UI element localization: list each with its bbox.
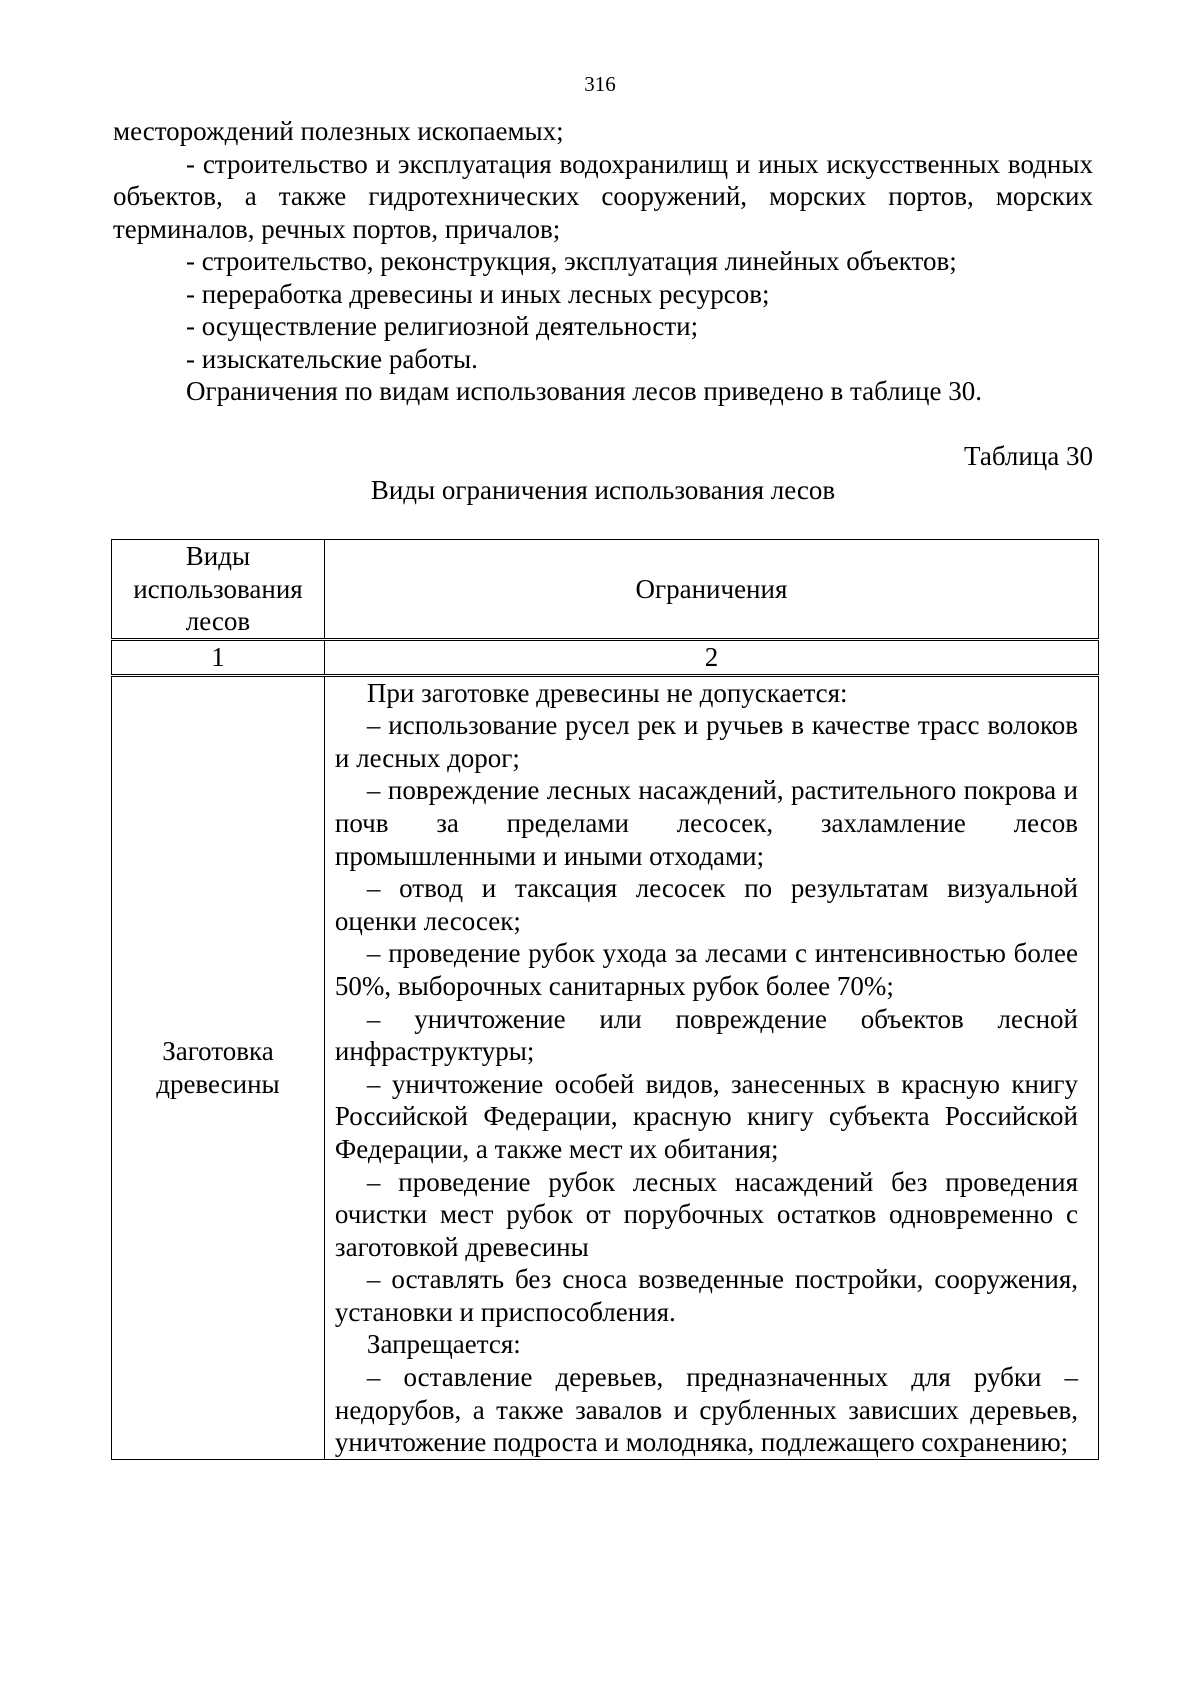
table-row [112,675,1099,1459]
table-title: Виды ограничения использования лесов [370,475,836,505]
restriction-item: – проведение рубок ухода за лесами с интенсивностью более 50%, выборочных санитарных рубок более 70%; [334,938,1078,1001]
table-header-row [112,540,1099,640]
restrictions-table [111,539,1099,1460]
restriction-item: – оставлять без сноса возведенные постройки, сооружения, установки и приспособления. [334,1264,1078,1327]
body-text [113,115,1093,408]
paragraph: - строительство, реконструкция, эксплуатация линейных объектов; [186,246,957,276]
forest-use-type-cell: Заготовка древесины [112,675,325,1459]
paragraph: - переработка древесины и иных лесных ресурсов; [186,278,770,309]
header-forest-use-types: Виды использования лесов [112,540,325,640]
column-number: 2 [324,640,1098,676]
table-number-row [112,640,1099,676]
restriction-item: – уничтожение особей видов, занесенных в красную книгу Российской Федерации, красную книгу субъекта Российской Федерации, а также мест их обитания; [334,1068,1078,1164]
paragraph: месторождений полезных ископаемых; [113,116,564,146]
restriction-item: Запрещается: [366,1329,521,1360]
restriction-item: – уничтожение или повреждение объектов лесной инфраструктуры; [334,1003,1078,1067]
header-restrictions: Ограничения [324,540,1098,640]
restriction-item: – отвод и таксация лесосек по результатам визуальной оценки лесосек; [334,873,1078,936]
paragraph: Ограничения по видам использования лесов приведено в таблице 30. [186,376,982,406]
page-number: 316 [584,72,616,96]
paragraph: - осуществление религиозной деятельности; [186,311,699,341]
table-number: Таблица 30 [964,441,1093,471]
column-number: 1 [112,640,325,676]
restrictions-cell [324,675,1098,1459]
restriction-item: – оставление деревьев, предназначенных для рубки – недорубов, а также завалов и срубленных зависших деревьев, уничтожение подроста и молодняка, подлежащего сохранению; [334,1362,1078,1458]
restriction-item: При заготовке древесины не допускается: [366,677,848,708]
paragraph: - строительство и эксплуатация водохранилищ и иных искусственных водных объектов, а также гидротехнических сооружений, морских портов, морских терминалов, речных портов, причалов; [113,148,1093,244]
paragraph: - изыскательские работы. [186,343,478,374]
restriction-item: – проведение рубок лесных насаждений без проведения очистки мест рубок от порубочных остатков одновременно с заготовкой древесины [334,1166,1078,1262]
restriction-item: – повреждение лесных насаждений, растительного покрова и почв за пределами лесосек, захламление лесов промышленными и иными отходами; [334,775,1078,871]
restriction-item: – использование русел рек и ручьев в качестве трасс волоков и лесных дорог; [334,710,1078,773]
